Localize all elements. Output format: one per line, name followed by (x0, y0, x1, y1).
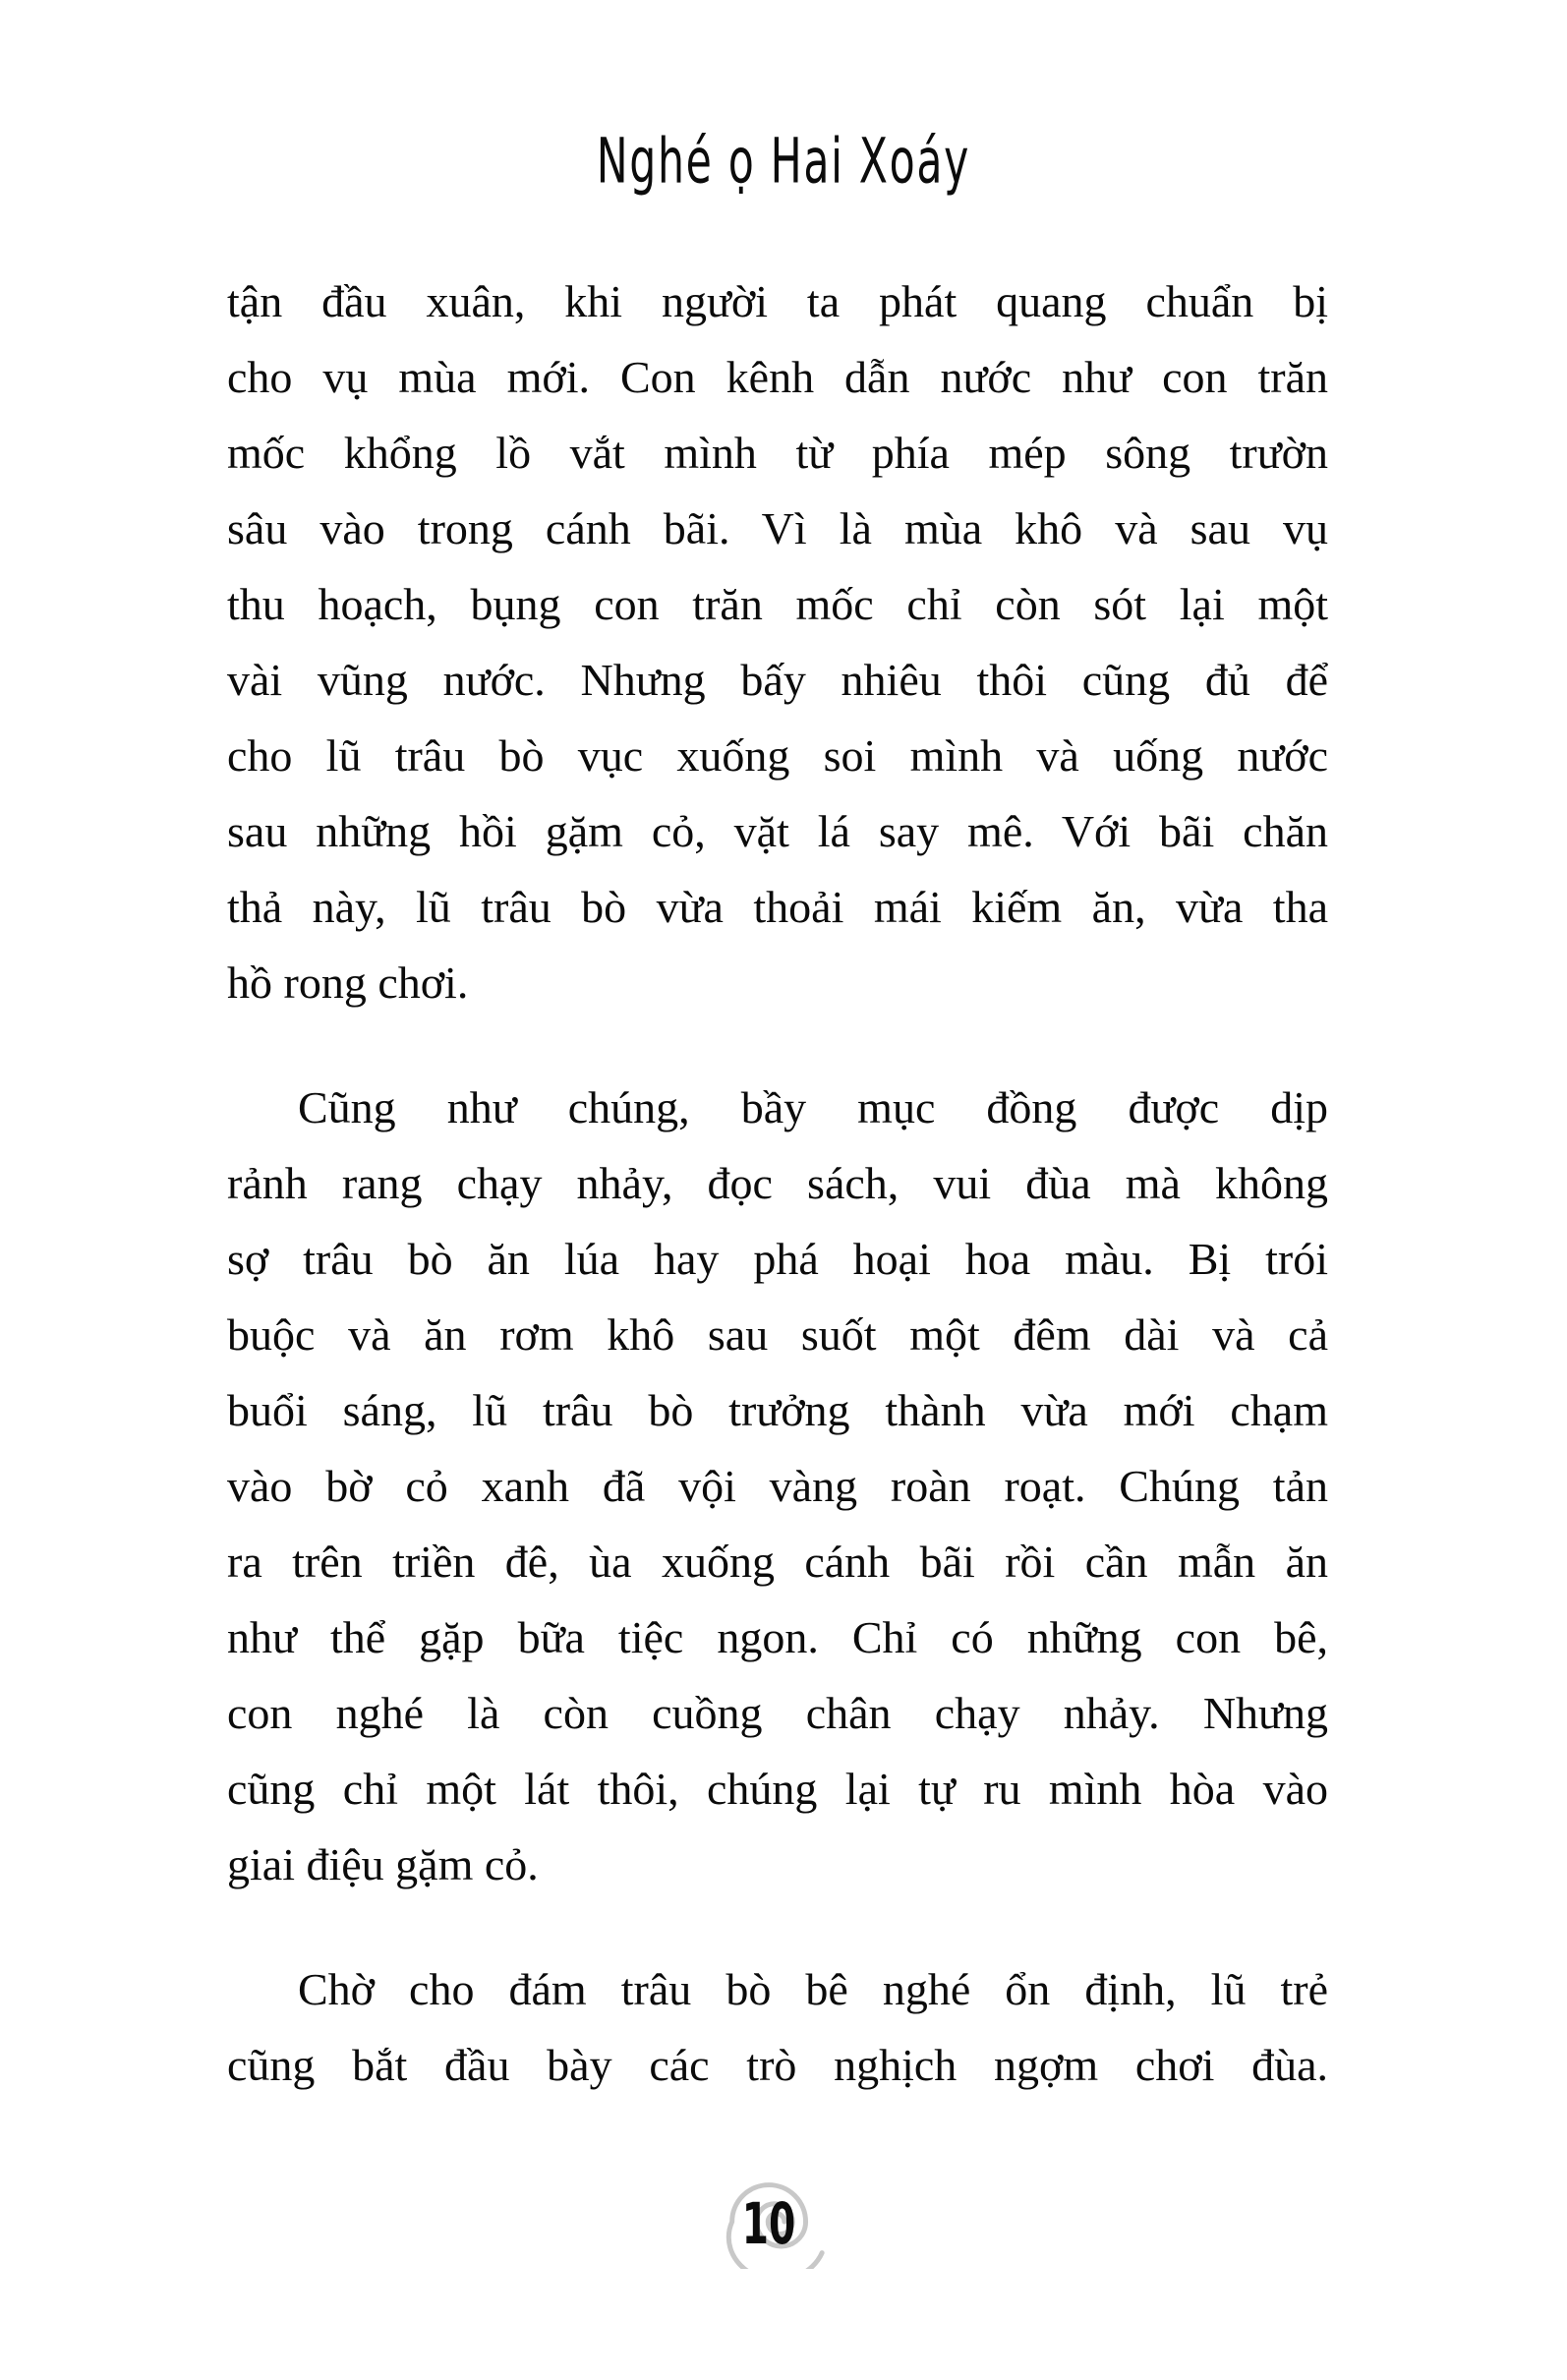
text-line: cho vụ mùa mới. Con kênh dẫn nước như con trăn (227, 352, 1328, 402)
text-line: mốc khổng lồ vắt mình từ phía mép sông trườn (227, 428, 1328, 478)
text-line: giai điệu gặm cỏ. (227, 1839, 539, 1889)
text-line: buộc và ăn rơm khô sau suốt một đêm dài và cả (227, 1309, 1328, 1360)
running-head (0, 126, 1567, 199)
text-line: thả này, lũ trâu bò vừa thoải mái kiếm ăn, vừa tha (227, 882, 1328, 932)
text-line: Cũng như chúng, bầy mục đồng được dịp (298, 1082, 1328, 1132)
text-line: như thể gặp bữa tiệc ngon. Chỉ có những con bê, (227, 1612, 1328, 1662)
text-line: vài vũng nước. Nhưng bấy nhiêu thôi cũng đủ để (227, 655, 1328, 705)
text-line: thu hoạch, bụng con trăn mốc chỉ còn sót lại một (227, 579, 1328, 629)
text-line: cũng chỉ một lát thôi, chúng lại tự ru mình hòa vào (227, 1764, 1328, 1814)
paragraph (227, 263, 1328, 1020)
text-line: cho lũ trâu bò vục xuống soi mình và uống nước (227, 730, 1328, 781)
text-line: hồ rong chơi. (227, 958, 469, 1008)
page-number: 10 (741, 2190, 796, 2257)
paragraph (227, 1951, 1328, 2103)
text-line: buổi sáng, lũ trâu bò trưởng thành vừa mới chạm (227, 1385, 1328, 1435)
text-line: rảnh rang chạy nhảy, đọc sách, vui đùa mà không (227, 1158, 1328, 1208)
text-line: ra trên triền đê, ùa xuống cánh bãi rồi cần mẫn ăn (227, 1537, 1328, 1587)
text-line: sâu vào trong cánh bãi. Vì là mùa khô và sau vụ (227, 503, 1328, 553)
text-line: sau những hồi gặm cỏ, vặt lá say mê. Với bãi chăn (227, 806, 1328, 856)
text-line: con nghé là còn cuồng chân chạy nhảy. Nhưng (227, 1688, 1328, 1738)
text-line: tận đầu xuân, khi người ta phát quang chuẩn bị (227, 276, 1328, 326)
paragraph (227, 1070, 1328, 1902)
text-line: vào bờ cỏ xanh đã vội vàng roàn roạt. Chúng tản (227, 1461, 1328, 1511)
page-title: Nghé ọ Hai Xoáy (596, 126, 971, 199)
page-number-badge (725, 2175, 828, 2269)
text-line: Chờ cho đám trâu bò bê nghé ổn định, lũ trẻ (298, 1964, 1328, 2014)
text-line: cũng bắt đầu bày các trò nghịch ngợm chơi đùa. (227, 2040, 1328, 2090)
text-body (227, 263, 1328, 2103)
text-line: sợ trâu bò ăn lúa hay phá hoại hoa màu. Bị trói (227, 1234, 1328, 1284)
